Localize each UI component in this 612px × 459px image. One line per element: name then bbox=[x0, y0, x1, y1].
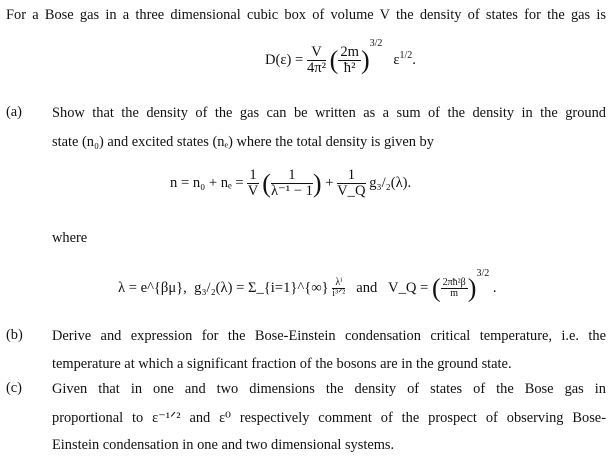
part-b-label: (b) bbox=[6, 327, 23, 343]
part-c-line1: Given that in one and two dimensions the density of states of the Bose gas in bbox=[52, 381, 606, 397]
intro-text: For a Bose gas in a three dimensional cubic box of volume V the density of states for the gas is bbox=[6, 7, 606, 23]
eq-d-frac-2m: $\frac{2m}{\text{ħ²}}$ bbox=[340, 43, 359, 77]
part-c-label: (c) bbox=[6, 380, 22, 396]
part-c-line2: proportional to ε⁻¹ᐟ² and ε⁰ respectively comment of the prospect of observing Bose- bbox=[52, 410, 606, 426]
where-label: where bbox=[52, 230, 88, 246]
part-b-line1: Derive and expression for the Bose-Einstein condensation critical temperature, i.e. the bbox=[52, 328, 606, 344]
density-of-states-equation: D(ε) = $\frac{V}{\text{4π²}}$ ( $\frac{2m}{\text{ħ²}}$ )$^{3/2}$ $\varepsilon^{1/2}$. bbox=[265, 38, 416, 77]
eq-d-lhs: D(ε) = bbox=[265, 52, 304, 68]
eq-d-exp1: 3/2 bbox=[369, 38, 383, 49]
total-density-equation: n = n₀ + nₑ = $\frac{1}{V}$ ( $\frac{1}{\text{λ⁻¹ − 1}}$ ) + $\frac{1}{V\_Q}$ g₃/₂(λ). bbox=[170, 167, 412, 200]
eq-d-epsilon: ε bbox=[393, 52, 400, 68]
part-a-line1: Show that the density of the gas can be written as a sum of the density in the ground bbox=[52, 105, 606, 121]
eq-d-exp2: 1/2 bbox=[399, 50, 413, 62]
eq-d-frac-v: $\frac{V}{\text{4π²}}$ bbox=[306, 43, 326, 77]
definitions-equation: λ = e^{βμ}, g₃/₂(λ) = Σ_{i=1}^{∞} $\frac{\text{λⁱ}}{\text{i³ᐟ²}}$ and V_Q = ( $\frac{\text{2πħ²β}}{m}$ )$^{3/2}$ . bbox=[118, 268, 497, 303]
part-a-label: (a) bbox=[6, 104, 22, 120]
part-c-line3: Einstein condensation in one and two dimensional systems. bbox=[52, 437, 395, 453]
part-b-line2: temperature at which a significant fraction of the bosons are in the ground state. bbox=[52, 356, 512, 372]
part-a-line2: state (n₀) and excited states (nₑ) where the total density is given by bbox=[52, 134, 434, 150]
